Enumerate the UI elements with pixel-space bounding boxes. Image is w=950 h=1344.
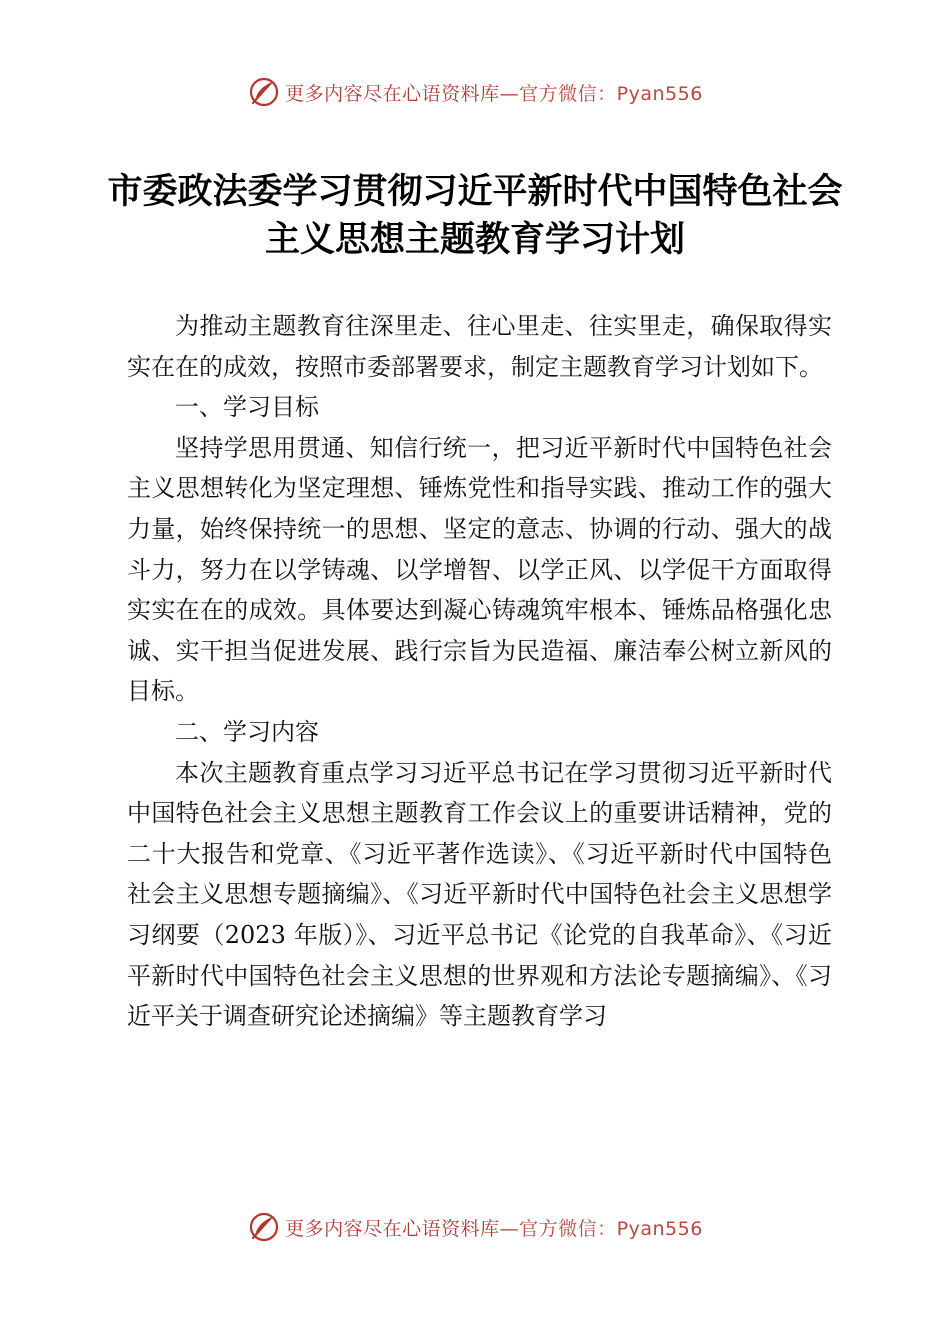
intro-paragraph: 为推动主题教育往深里走、往心里走、往实里走，确保取得实实在在的成效，按照市委部署要求，制定主题教育学习计划如下。 [127, 312, 832, 381]
header-watermark-banner [0, 72, 950, 112]
goals-paragraph: 坚持学思用贯通、知信行统一，把习近平新时代中国特色社会主义思想转化为坚定理想、锤炼党性和指导实践、推动工作的强大力量，始终保持统一的思想、坚定的意志、协调的行动、强大的战斗力，努力在以学铸魂、以学增智、以学正风、以学促干方面取得实实在在的成效。具体要达到凝心铸魂筑牢根本、锤炼品格强化忠诚、实干担当促进发展、践行宗旨为民造福、廉洁奉公树立新风的目标。 [127, 433, 832, 706]
banner-text: 更多内容尽在心语资料库—官方微信：Pyan556 [285, 1217, 703, 1240]
library-logo-icon [247, 75, 281, 109]
document-body [127, 306, 832, 1037]
content-paragraph: 本次主题教育重点学习习近平总书记在学习贯彻习近平新时代中国特色社会主义思想主题教育工作会议上的重要讲话精神，党的二十大报告和党章、《习近平著作选读》、《习近平新时代中国特色社会主义思想专题摘编》、《习近平新时代中国特色社会主义思想学习纲要（2023 年版）》、习近平总书记《论党的自我革命》、《习近平新时代中国特色社会主义思想的世界观和方法论专题摘编》、《习近平关于调查研究论述摘编》等主题教育学习 [127, 758, 832, 1031]
document-title: 市委政法委学习贯彻习近平新时代中国特色社会主义思想主题教育学习计划 [107, 171, 843, 260]
section-heading-content: 二、学习内容 [175, 717, 319, 746]
section-heading-goals: 一、学习目标 [175, 393, 319, 422]
banner-text: 更多内容尽在心语资料库—官方微信：Pyan556 [285, 82, 703, 105]
footer-watermark-banner [0, 1207, 950, 1247]
library-logo-icon [247, 1210, 281, 1244]
